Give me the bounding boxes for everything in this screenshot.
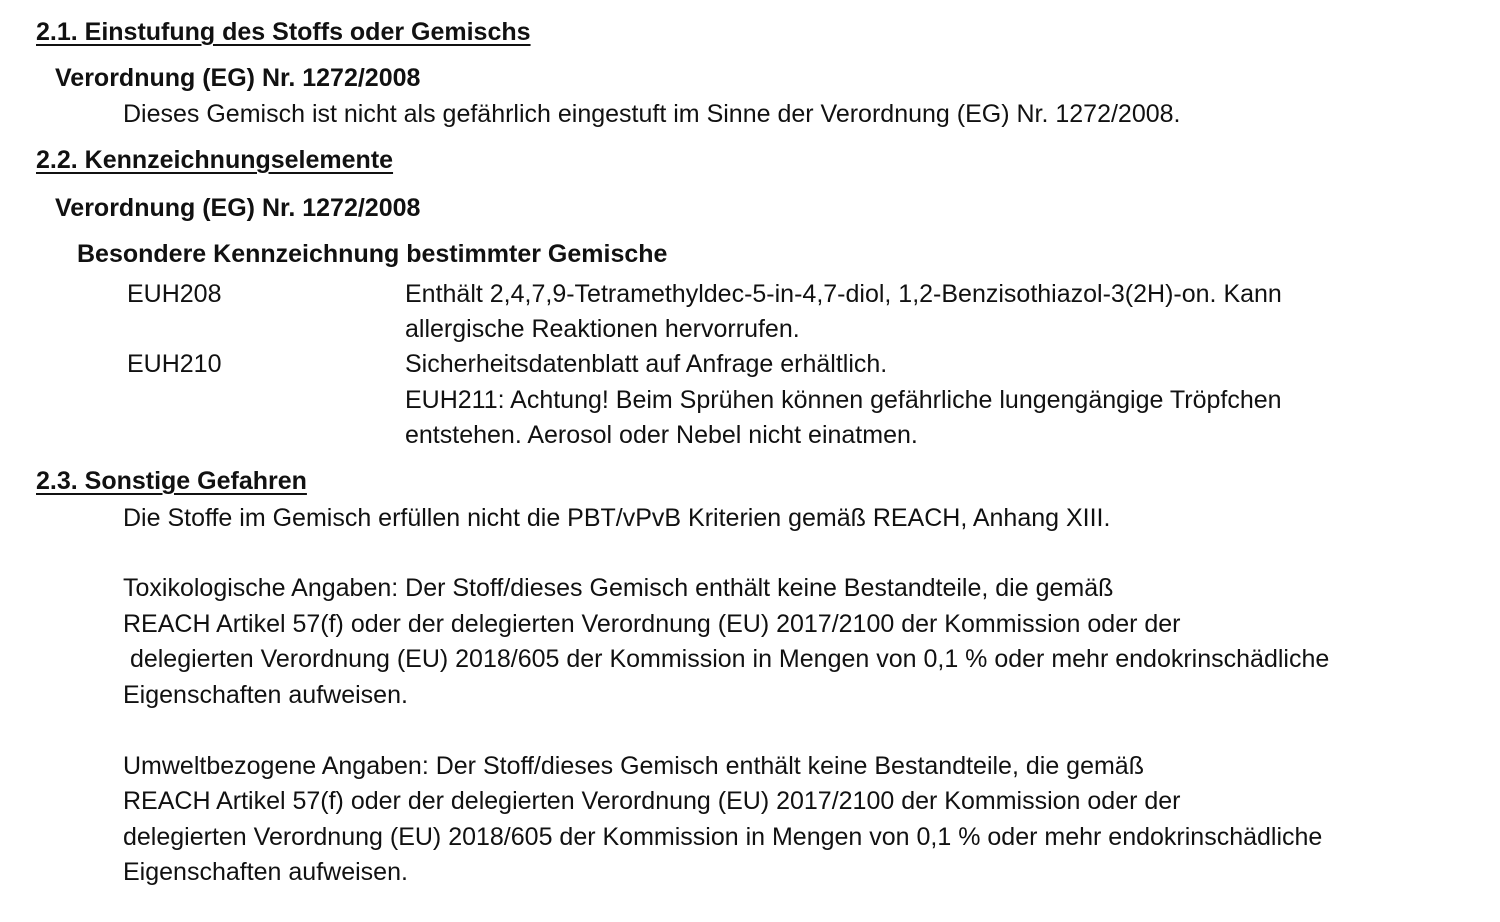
regulation-label: Verordnung (EG) Nr. 1272/2008 xyxy=(55,64,421,92)
special-labelling-subheading: Besondere Kennzeichnung bestimmter Gemische xyxy=(77,240,668,268)
section-heading-2-3: 2.3. Sonstige Gefahren xyxy=(36,467,307,495)
pbt-assessment-text: Die Stoffe im Gemisch erfüllen nicht die PBT/vPvB Kriterien gemäß REACH, Anhang XIII. xyxy=(123,504,1111,532)
env-info-line: Umweltbezogene Angaben: Der Stoff/dieses Gemisch enthält keine Bestandteile, die gemäß xyxy=(123,752,1144,780)
hazard-statement-line: EUH211: Achtung! Beim Sprühen können gefährliche lungengängige Tröpfchen xyxy=(405,386,1282,414)
hazard-statement-line: Enthält 2,4,7,9-Tetramethyldec-5-in-4,7-diol, 1,2-Benzisothiazol-3(2H)-on. Kann xyxy=(405,280,1282,308)
env-info-line: REACH Artikel 57(f) oder der delegierten Verordnung (EU) 2017/2100 der Kommission oder der xyxy=(123,787,1181,815)
hazard-statement-line: allergische Reaktionen hervorrufen. xyxy=(405,315,800,343)
hazard-code: EUH208 xyxy=(127,280,222,308)
hazard-statement-line: Sicherheitsdatenblatt auf Anfrage erhältlich. xyxy=(405,350,888,378)
hazard-code: EUH210 xyxy=(127,350,222,378)
section-heading-2-1: 2.1. Einstufung des Stoffs oder Gemischs xyxy=(36,18,531,46)
env-info-line: delegierten Verordnung (EU) 2018/605 der Kommission in Mengen von 0,1 % oder mehr endokrinschädliche xyxy=(123,823,1323,851)
tox-info-line: Toxikologische Angaben: Der Stoff/dieses Gemisch enthält keine Bestandteile, die gemäß xyxy=(123,574,1114,602)
regulation-label: Verordnung (EG) Nr. 1272/2008 xyxy=(55,194,421,222)
tox-info-line: delegierten Verordnung (EU) 2018/605 der Kommission in Mengen von 0,1 % oder mehr endokrinschädliche xyxy=(123,645,1330,673)
tox-info-line: REACH Artikel 57(f) oder der delegierten Verordnung (EU) 2017/2100 der Kommission oder der xyxy=(123,610,1181,638)
tox-info-line: Eigenschaften aufweisen. xyxy=(123,681,408,709)
hazard-statement-line: entstehen. Aerosol oder Nebel nicht einatmen. xyxy=(405,421,918,449)
env-info-line: Eigenschaften aufweisen. xyxy=(123,858,408,886)
section-heading-2-2: 2.2. Kennzeichnungselemente xyxy=(36,146,394,174)
classification-text: Dieses Gemisch ist nicht als gefährlich eingestuft im Sinne der Verordnung (EG) Nr. 1272/2008. xyxy=(123,100,1181,128)
